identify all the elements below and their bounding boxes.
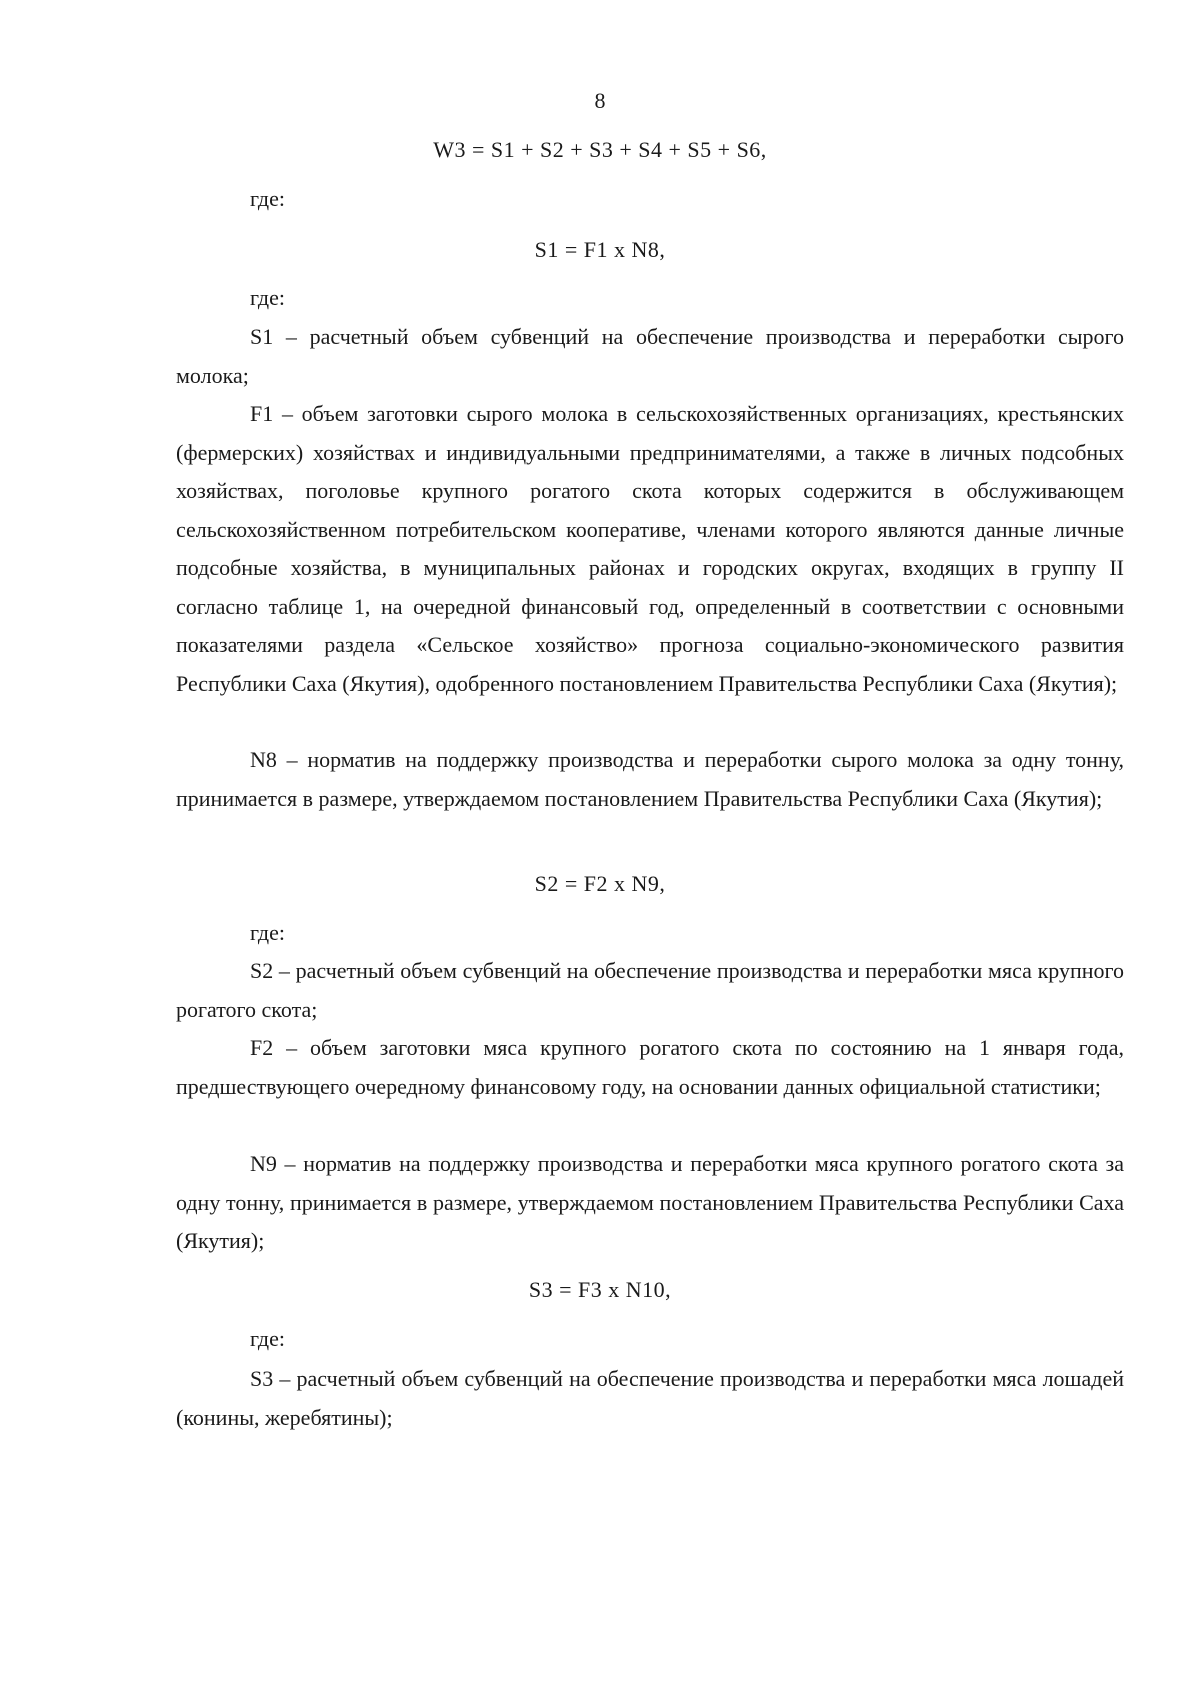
where-label-3: где: [250,920,285,945]
n8-definition: N8 – норматив на поддержку производства и переработки сырого молока за одну тонну, принимается в размере, утверждаемом постановлением Правительства Республики Саха (Якутия); [176,747,1124,811]
formula-s3: S3 = F3 x N10, [528,1277,672,1302]
formula-s2: S2 = F2 x N9, [534,871,666,896]
where-label-1: где: [250,186,285,211]
f1-definition: F1 – объем заготовки сырого молока в сельскохозяйственных организациях, крестьянских (фермерских) хозяйствах и индивидуальными предпринимателями, а также в личных подсобных хозяйствах, поголовье крупного рогатого скота которых содержится в обслуживающем сельскохозяйственном потребительском кооперативе, членами которого являются данные личные подсобные хозяйства, в муниципальных районах и городских округах, входящих в группу II согласно таблице 1, на очередной финансовый год, определенный в соответствии с основными показателями раздела «Сельское хозяйство» прогноза социально-экономического развития Республики Саха (Якутия), одобренного постановлением Правительства Республики Саха (Якутия); [176,401,1124,696]
formula-w3: W3 = S1 + S2 + S3 + S4 + S5 + S6, [433,137,767,162]
formula-s1: S1 = F1 x N8, [534,237,666,262]
page-number: 8 [594,88,606,113]
n9-definition: N9 – норматив на поддержку производства и переработки мяса крупного рогатого скота за одну тонну, принимается в размере, утверждаемом постановлением Правительства Республики Саха (Якутия); [176,1151,1124,1253]
s2-definition: S2 – расчетный объем субвенций на обеспечение производства и переработки мяса крупного рогатого скота; [176,958,1124,1022]
where-label-2: где: [250,285,285,310]
where-label-4: где: [250,1326,285,1351]
s3-definition: S3 – расчетный объем субвенций на обеспечение производства и переработки мяса лошадей (конины, жеребятины); [176,1366,1124,1430]
s1-definition: S1 – расчетный объем субвенций на обеспечение производства и переработки сырого молока; [176,324,1124,388]
f2-definition: F2 – объем заготовки мяса крупного рогатого скота по состоянию на 1 января года, предшествующего очередному финансовому году, на основании данных официальной статистики; [176,1035,1124,1099]
